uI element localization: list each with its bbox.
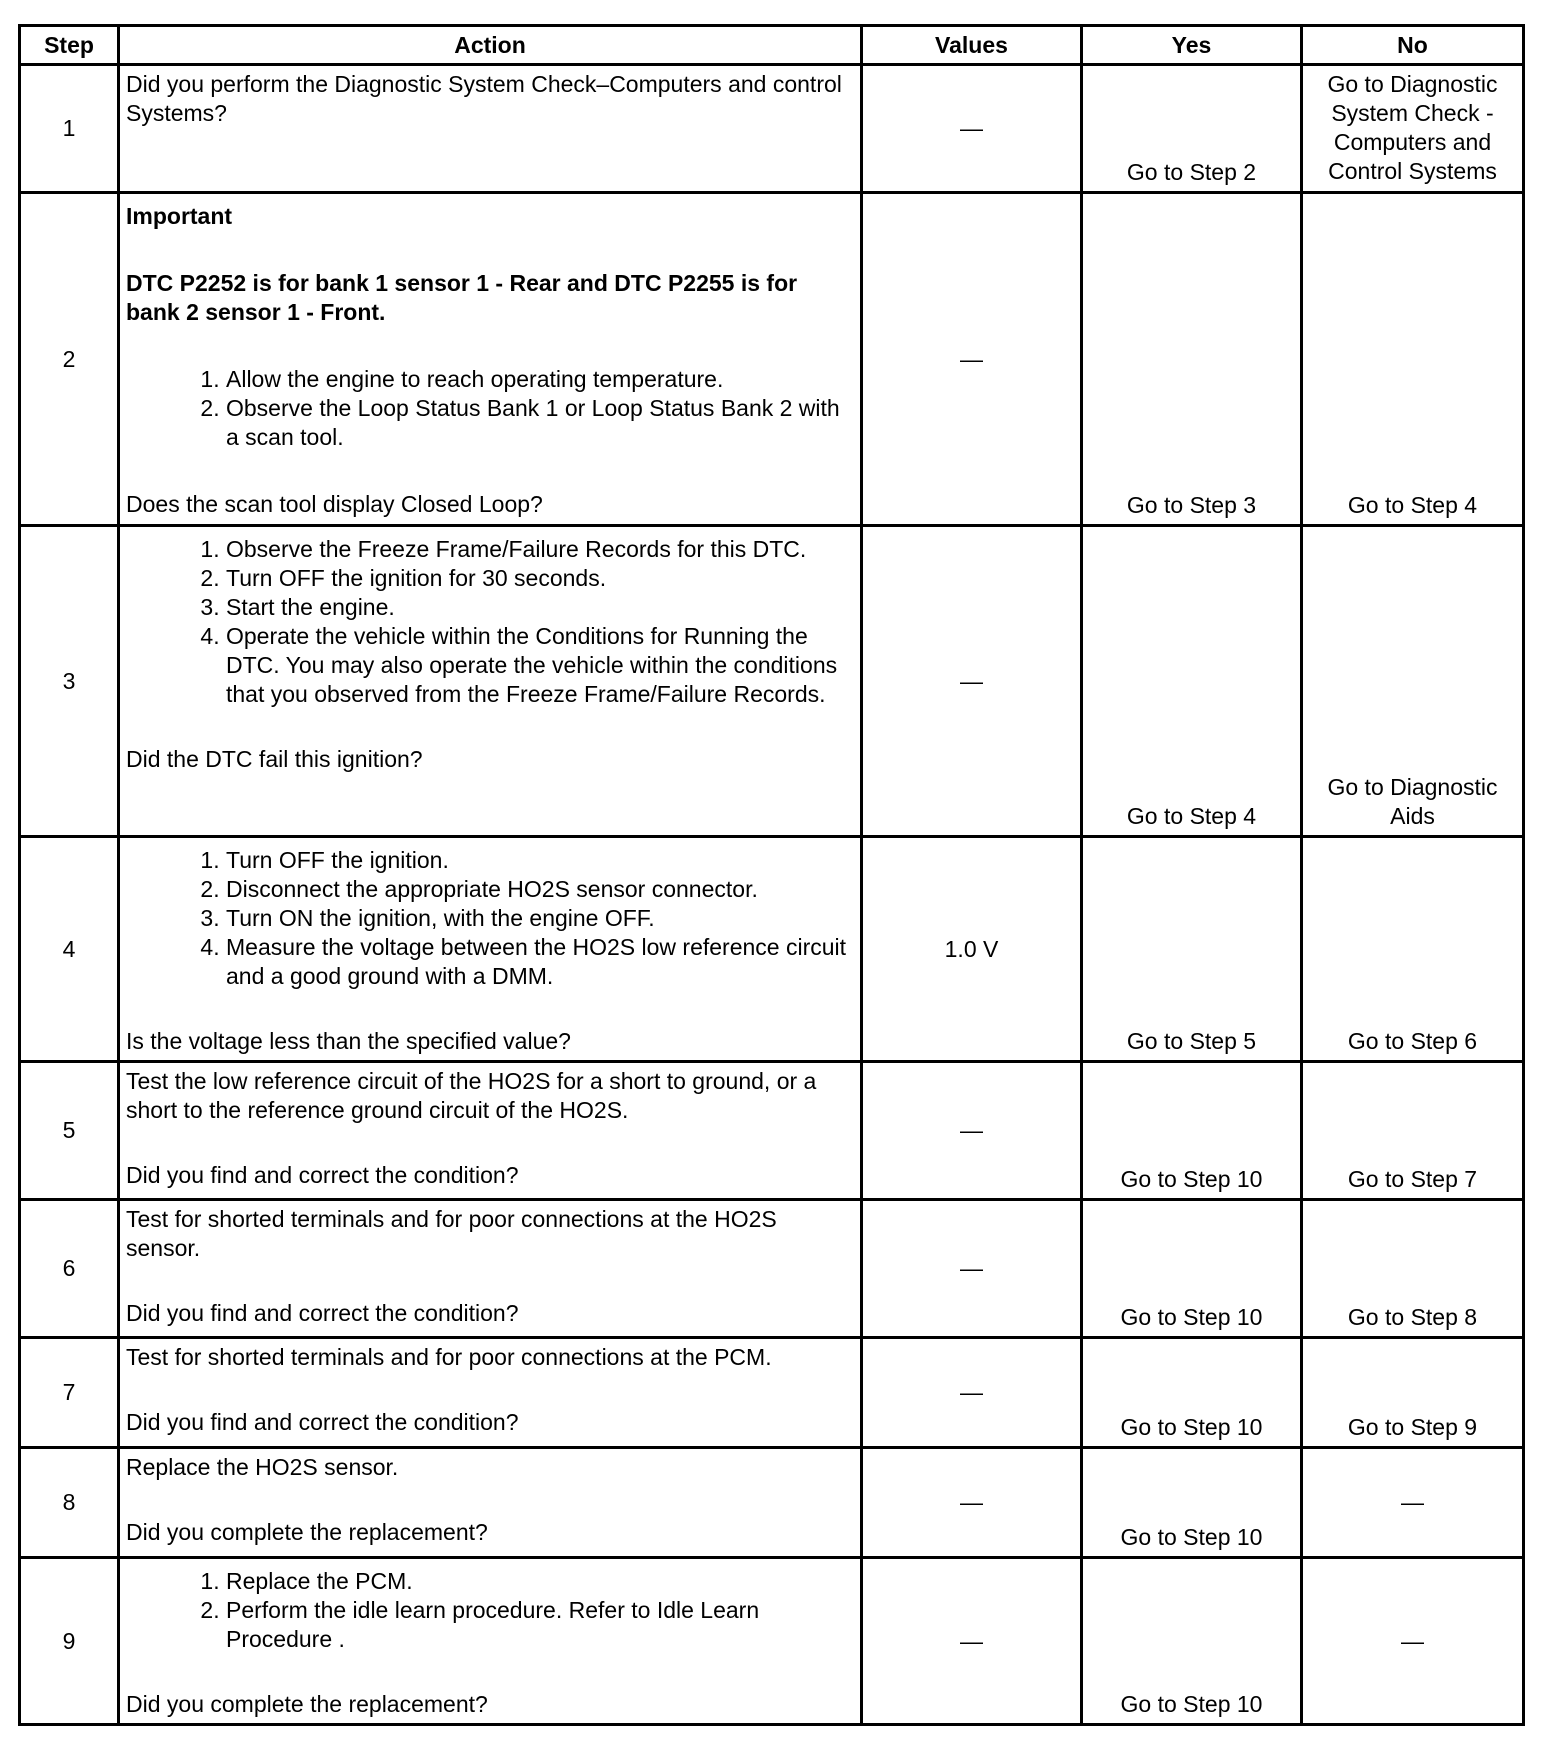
action-question: Did you complete the replacement? [126,1691,488,1717]
no-cell: — [1302,1448,1524,1558]
list-item: 2. Observe the Loop Status Bank 1 or Loop Status Bank 2 with a scan tool. [226,394,854,452]
header-no: No [1302,26,1524,65]
yes-cell: Go to Step 2 [1082,65,1302,193]
action-cell [119,193,862,526]
table-row [20,193,1524,526]
table-row [20,1200,1524,1338]
action-cell [119,1062,862,1200]
yes-cell: Go to Step 10 [1082,1062,1302,1200]
no-cell: Go to Step 6 [1302,837,1524,1062]
yes-cell: Go to Step 5 [1082,837,1302,1062]
no-cell: Go to Step 8 [1302,1200,1524,1338]
list-item: 2. Disconnect the appropriate HO2S sensor connector. [226,875,854,904]
table-row [20,1338,1524,1448]
action-text: Did you perform the Diagnostic System Check–Computers and control Systems? [126,71,842,126]
action-cell [119,837,862,1062]
action-cell [119,65,862,193]
table-row [20,65,1524,193]
action-text: Replace the HO2S sensor. [126,1454,399,1480]
important-note: DTC P2252 is for bank 1 sensor 1 - Rear and DTC P2255 is for bank 2 sensor 1 - Front. [126,270,798,325]
value-cell: — [862,1558,1082,1725]
step-number: 5 [20,1062,119,1200]
step-number: 3 [20,526,119,837]
table-row [20,1062,1524,1200]
step-number: 4 [20,837,119,1062]
action-question: Did the DTC fail this ignition? [126,746,423,772]
yes-cell: Go to Step 4 [1082,526,1302,837]
yes-cell: Go to Step 10 [1082,1448,1302,1558]
value-cell: — [862,65,1082,193]
header-values: Values [862,26,1082,65]
no-cell: Go to Diagnostic Aids [1302,526,1524,837]
action-question: Did you complete the replacement? [126,1519,488,1545]
value-cell: — [862,1338,1082,1448]
step-list [126,1567,854,1654]
yes-cell: Go to Step 10 [1082,1338,1302,1448]
step-list [126,535,854,709]
header-action: Action [119,26,862,65]
action-text: Test for shorted terminals and for poor connections at the HO2S sensor. [126,1206,777,1261]
yes-cell: Go to Step 10 [1082,1200,1302,1338]
list-item: 3. Start the engine. [226,593,854,622]
list-item: 2. Turn OFF the ignition for 30 seconds. [226,564,854,593]
step-number: 2 [20,193,119,526]
list-item: 2. Perform the idle learn procedure. Refer to Idle Learn Procedure . [226,1596,854,1654]
value-cell: — [862,1448,1082,1558]
action-cell [119,526,862,837]
value-cell: — [862,526,1082,837]
table-row [20,526,1524,837]
value-cell: — [862,1062,1082,1200]
list-item: 1. Observe the Freeze Frame/Failure Records for this DTC. [226,535,854,564]
no-cell: — [1302,1558,1524,1725]
action-cell [119,1558,862,1725]
list-item: 4. Measure the voltage between the HO2S low reference circuit and a good ground with a DMM. [226,933,854,991]
list-item: 3. Turn ON the ignition, with the engine OFF. [226,904,854,933]
important-heading: Important [126,203,233,229]
step-number: 8 [20,1448,119,1558]
step-number: 7 [20,1338,119,1448]
header-row [20,26,1524,65]
action-question: Does the scan tool display Closed Loop? [126,491,543,517]
step-number: 1 [20,65,119,193]
action-cell [119,1200,862,1338]
yes-cell: Go to Step 10 [1082,1558,1302,1725]
value-cell: — [862,193,1082,526]
diagnostic-table [18,24,1525,1726]
action-text: Test for shorted terminals and for poor connections at the PCM. [126,1344,772,1370]
header-yes: Yes [1082,26,1302,65]
action-cell [119,1448,862,1558]
action-cell [119,1338,862,1448]
step-list [126,365,854,452]
yes-cell: Go to Step 3 [1082,193,1302,526]
action-question: Did you find and correct the condition? [126,1162,519,1188]
table-row [20,1558,1524,1725]
action-question: Is the voltage less than the specified value? [126,1028,571,1054]
value-cell: 1.0 V [862,837,1082,1062]
list-item: 1. Replace the PCM. [226,1567,854,1596]
list-item: 1. Turn OFF the ignition. [226,846,854,875]
no-cell: Go to Diagnostic System Check - Computers and Control Systems [1302,65,1524,193]
action-text: Test the low reference circuit of the HO2S for a short to ground, or a short to the reference ground circuit of the HO2S. [126,1068,817,1123]
header-step: Step [20,26,119,65]
step-number: 9 [20,1558,119,1725]
table-row [20,837,1524,1062]
no-cell: Go to Step 4 [1302,193,1524,526]
table-row [20,1448,1524,1558]
value-cell: — [862,1200,1082,1338]
step-number: 6 [20,1200,119,1338]
no-cell: Go to Step 7 [1302,1062,1524,1200]
no-cell: Go to Step 9 [1302,1338,1524,1448]
list-item: 4. Operate the vehicle within the Conditions for Running the DTC. You may also operate the vehicle within the conditions that you observed from the Freeze Frame/Failure Records. [226,622,854,709]
step-list [126,846,854,991]
list-item: 1. Allow the engine to reach operating temperature. [226,365,854,394]
action-question: Did you find and correct the condition? [126,1300,519,1326]
action-question: Did you find and correct the condition? [126,1409,519,1435]
